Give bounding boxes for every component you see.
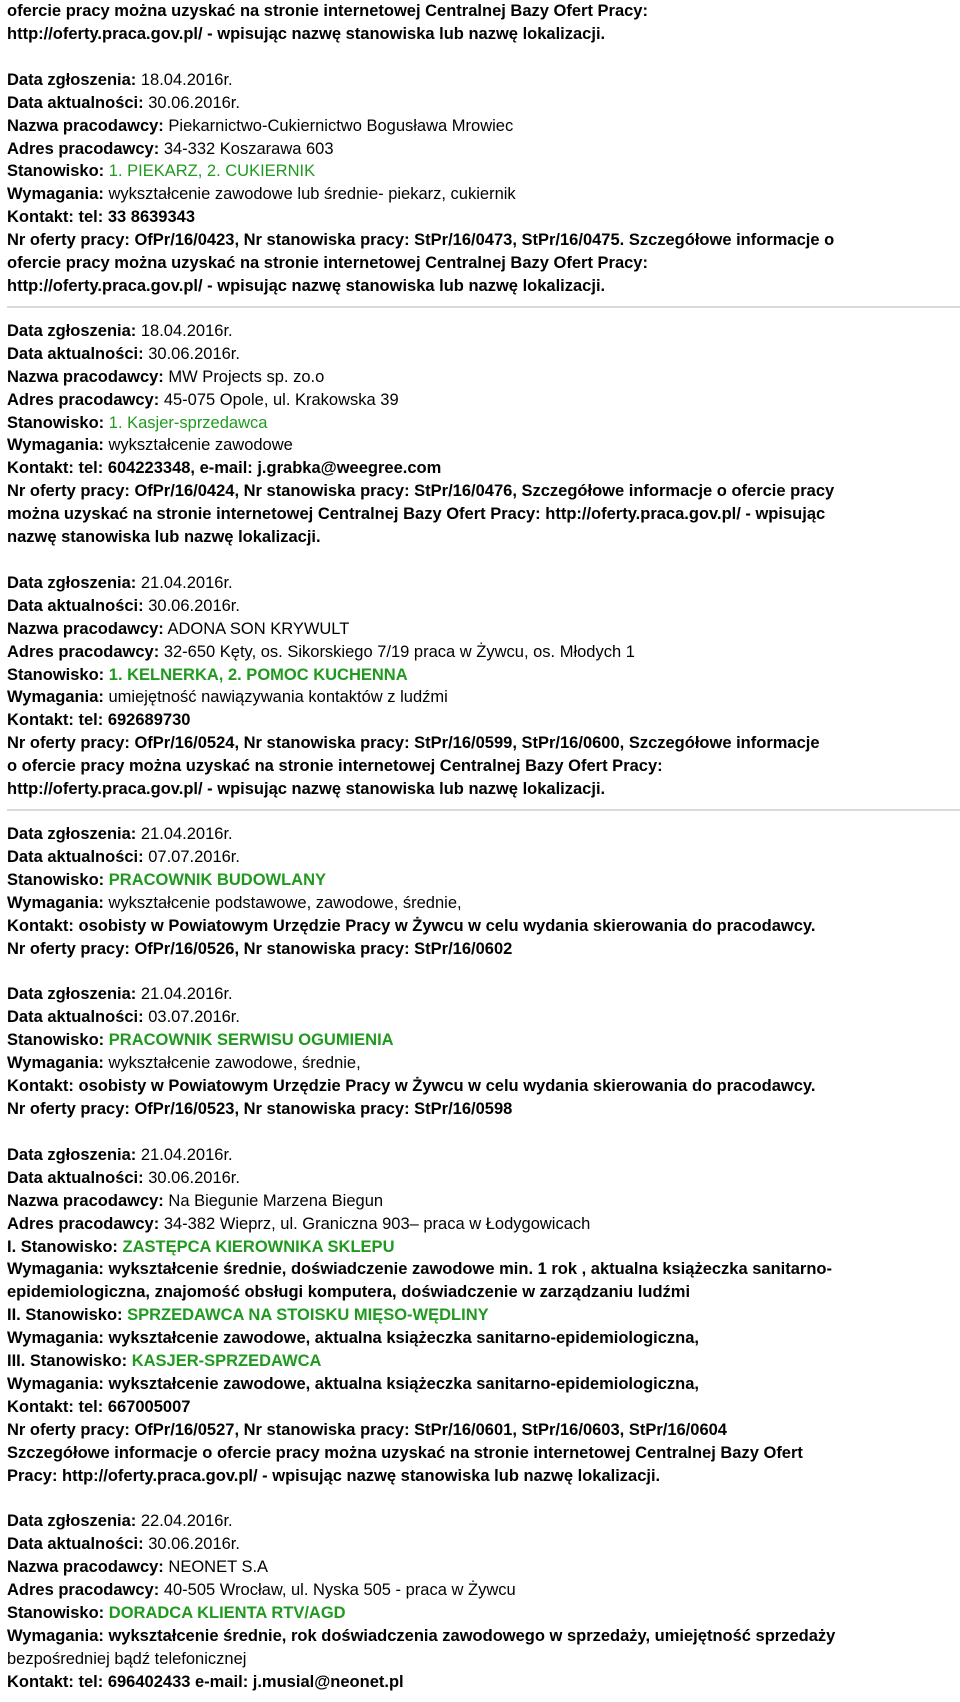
offer-link-line: http://oferty.praca.gov.pl/ - wpisując nazwę stanowiska lub nazwę lokalizacji. <box>7 276 606 295</box>
date-actual-label: Data aktualności: <box>7 847 144 866</box>
contact-line: Kontakt: tel: 604223348, e-mail: j.grabka@weegree.com <box>7 459 442 478</box>
requirements-label: Wymagania: <box>7 893 104 912</box>
requirements-1-line: Wymagania: wykształcenie średnie, doświadczenie zawodowe min. 1 rok , aktualna książeczka sanitarno- <box>7 1260 832 1279</box>
job-offer <box>7 572 953 801</box>
job-offer <box>7 983 953 1120</box>
offer-number-line: Nr oferty pracy: OfPr/16/0524, Nr stanowiska pracy: StPr/16/0599, StPr/16/0600, Szczegółowe informacje <box>7 734 820 753</box>
date-actual: 30.06.2016r. <box>148 596 240 615</box>
date-actual-label: Data aktualności: <box>7 1168 144 1187</box>
requirements-label: Wymagania: <box>7 185 104 204</box>
position-name: DORADCA KLIENTA RTV/AGD <box>108 1604 346 1623</box>
date-submitted: 18.04.2016r. <box>140 321 233 340</box>
position-2-label: II. Stanowisko: <box>7 1306 123 1325</box>
employer-name: MW Projects sp. zo.o <box>168 367 325 386</box>
employer-name: Piekarnictwo-Cukiernictwo Bogusława Mrowiec <box>168 116 514 135</box>
contact-line: Kontakt: osobisty w Powiatowym Urzędzie Pracy w Żywcu w celu wydania skierowania do pracodawcy. <box>7 916 816 935</box>
position-label: Stanowisko: <box>7 1031 105 1050</box>
position-label: Stanowisko: <box>7 870 105 889</box>
address-label: Adres pracodawcy: <box>7 642 160 661</box>
employer-label: Nazwa pracodawcy: <box>7 1558 164 1577</box>
offer-link-line: http://oferty.praca.gov.pl/ - wpisując nazwę stanowiska lub nazwę lokalizacji. <box>7 780 606 799</box>
offer-number-line: Nr oferty pracy: OfPr/16/0527, Nr stanowiska pracy: StPr/16/0601, StPr/16/0603, StPr/16/0604 <box>7 1420 727 1439</box>
date-submitted-label: Data zgłoszenia: <box>7 985 137 1004</box>
offer-details-line: o ofercie pracy można uzyskać na stronie internetowej Centralnej Bazy Ofert Pracy: <box>7 757 663 776</box>
date-submitted-label: Data zgłoszenia: <box>7 825 137 843</box>
requirements-2-line: Wymagania: wykształcenie zawodowe, aktualna książeczka sanitarno-epidemiologiczna, <box>7 1329 700 1348</box>
address-label: Adres pracodawcy: <box>7 1581 160 1600</box>
employer-address: 45-075 Opole, ul. Krakowska 39 <box>163 390 399 409</box>
top-continuation-line: ofercie pracy można uzyskać na stronie internetowej Centralnej Bazy Ofert Pracy: <box>7 2 648 20</box>
employer-address: 40-505 Wrocław, ul. Nyska 505 - praca w Żywcu <box>163 1581 516 1600</box>
position-1-name: ZASTĘPCA KIEROWNIKA SKLEPU <box>122 1237 395 1256</box>
contact-line: Kontakt: tel: 667005007 <box>7 1397 191 1416</box>
date-actual: 30.06.2016r. <box>148 1535 240 1554</box>
employer-label: Nazwa pracodawcy: <box>7 1191 164 1210</box>
requirements-label: Wymagania: <box>7 436 104 455</box>
offer-number-line: Nr oferty pracy: OfPr/16/0526, Nr stanowiska pracy: StPr/16/0602 <box>7 939 513 958</box>
requirements-text: wykształcenie podstawowe, zawodowe, średnie, <box>108 893 462 912</box>
date-submitted-label: Data zgłoszenia: <box>7 1145 137 1164</box>
requirements-text: wykształcenie zawodowe <box>108 436 293 455</box>
position-label: Stanowisko: <box>7 413 105 432</box>
position-3-label: III. Stanowisko: <box>7 1352 128 1371</box>
employer-address: 34-382 Wieprz, ul. Graniczna 903– praca w Łodygowicach <box>163 1214 591 1233</box>
position-name: 1. Kasjer-sprzedawca <box>108 413 268 432</box>
date-actual-label: Data aktualności: <box>7 1535 144 1554</box>
date-submitted-label: Data zgłoszenia: <box>7 1512 137 1531</box>
contact-line: Kontakt: tel: 696402433 e-mail: j.musial@neonet.pl <box>7 1672 404 1691</box>
requirements-line: Wymagania: wykształcenie średnie, rok doświadczenia zawodowego w sprzedaży, umiejętność sprzedaży <box>7 1627 836 1645</box>
contact-line: Kontakt: tel: 33 8639343 <box>7 208 196 227</box>
top-continuation-link: http://oferty.praca.gov.pl/ - wpisując nazwę stanowiska lub nazwę lokalizacji. <box>7 24 606 43</box>
job-offer <box>7 823 953 960</box>
offer-details-line: ofercie pracy można uzyskać na stronie internetowej Centralnej Bazy Ofert Pracy: <box>7 254 648 273</box>
employer-name: NEONET S.A <box>168 1558 269 1577</box>
employer-label: Nazwa pracodawcy: <box>7 619 164 638</box>
requirements-line-cont: bezpośredniej bądź telefonicznej <box>7 1649 247 1668</box>
address-label: Adres pracodawcy: <box>7 1214 160 1233</box>
offer-details-line: można uzyskać na stronie internetowej Centralnej Bazy Ofert Pracy: http://oferty.praca.gov.pl/ - wpisując <box>7 505 826 524</box>
contact-line: Kontakt: tel: 692689730 <box>7 711 191 730</box>
position-label: Stanowisko: <box>7 1604 105 1623</box>
offer-link-line: nazwę stanowiska lub nazwę lokalizacji. <box>7 528 321 547</box>
date-actual: 07.07.2016r. <box>148 847 240 866</box>
offer-divider <box>7 306 960 308</box>
date-submitted-label: Data zgłoszenia: <box>7 573 137 592</box>
employer-name: ADONA SON KRYWULT <box>167 619 350 638</box>
job-offer <box>7 320 953 549</box>
requirements-label: Wymagania: <box>7 688 104 707</box>
job-offer <box>7 69 953 298</box>
offer-divider <box>7 809 960 811</box>
position-1-label: I. Stanowisko: <box>7 1237 118 1256</box>
date-actual-label: Data aktualności: <box>7 93 144 112</box>
requirements-label: Wymagania: <box>7 1054 104 1073</box>
employer-name: Na Biegunie Marzena Biegun <box>168 1191 384 1210</box>
employer-address: 32-650 Kęty, os. Sikorskiego 7/19 praca w Żywcu, os. Młodych 1 <box>163 642 635 661</box>
date-submitted: 21.04.2016r. <box>140 1145 233 1164</box>
position-name: PRACOWNIK BUDOWLANY <box>108 870 327 889</box>
employer-label: Nazwa pracodawcy: <box>7 367 164 386</box>
employer-label: Nazwa pracodawcy: <box>7 116 164 135</box>
offer-number-line: Nr oferty pracy: OfPr/16/0424, Nr stanowiska pracy: StPr/16/0476, Szczegółowe informacje o ofercie pracy <box>7 482 835 501</box>
date-actual: 30.06.2016r. <box>148 1168 240 1187</box>
position-name: 1. PIEKARZ, 2. CUKIERNIK <box>108 162 316 181</box>
date-actual: 30.06.2016r. <box>148 93 240 112</box>
address-label: Adres pracodawcy: <box>7 390 160 409</box>
position-3-name: KASJER-SPRZEDAWCA <box>131 1352 322 1371</box>
employer-address: 34-332 Koszarawa 603 <box>163 139 334 158</box>
date-submitted: 22.04.2016r. <box>140 1512 233 1531</box>
position-name: PRACOWNIK SERWISU OGUMIENIA <box>108 1031 394 1050</box>
requirements-text: wykształcenie zawodowe lub średnie- piekarz, cukiernik <box>108 185 516 204</box>
offer-number-line: Nr oferty pracy: OfPr/16/0523, Nr stanowiska pracy: StPr/16/0598 <box>7 1099 513 1118</box>
offer-details-line: Szczegółowe informacje o ofercie pracy można uzyskać na stronie internetowej Centralnej Bazy Ofert <box>7 1443 803 1462</box>
offer-number-line: Nr oferty pracy: OfPr/16/0423, Nr stanowiska pracy: StPr/16/0473, StPr/16/0475. Szczegółowe informacje o <box>7 231 835 250</box>
contact-line: Kontakt: osobisty w Powiatowym Urzędzie Pracy w Żywcu w celu wydania skierowania do pracodawcy. <box>7 1077 816 1096</box>
position-name: 1. KELNERKA, 2. POMOC KUCHENNA <box>108 665 408 684</box>
job-offer <box>7 1510 953 1693</box>
date-actual-label: Data aktualności: <box>7 344 144 363</box>
offer-link-line: Pracy: http://oferty.praca.gov.pl/ - wpisując nazwę stanowiska lub nazwę lokalizacji. <box>7 1466 661 1485</box>
date-submitted-label: Data zgłoszenia: <box>7 70 137 89</box>
position-label: Stanowisko: <box>7 162 105 181</box>
requirements-3-line: Wymagania: wykształcenie zawodowe, aktualna książeczka sanitarno-epidemiologiczna, <box>7 1374 700 1393</box>
date-actual-label: Data aktualności: <box>7 1008 144 1027</box>
date-submitted: 21.04.2016r. <box>140 825 233 843</box>
date-actual: 30.06.2016r. <box>148 344 240 363</box>
requirements-text: wykształcenie zawodowe, średnie, <box>108 1054 361 1073</box>
requirements-1-line-cont: epidemiologiczna, znajomość obsługi komputera, doświadczenie w zarządzaniu ludźmi <box>7 1283 691 1302</box>
date-submitted-label: Data zgłoszenia: <box>7 321 137 340</box>
position-label: Stanowisko: <box>7 665 105 684</box>
date-actual-label: Data aktualności: <box>7 596 144 615</box>
address-label: Adres pracodawcy: <box>7 139 160 158</box>
position-2-name: SPRZEDAWCA NA STOISKU MIĘSO-WĘDLINY <box>127 1306 489 1325</box>
date-submitted: 21.04.2016r. <box>140 573 233 592</box>
date-submitted: 21.04.2016r. <box>140 985 233 1004</box>
requirements-text: umiejętność nawiązywania kontaktów z ludźmi <box>108 688 448 707</box>
date-actual: 03.07.2016r. <box>148 1008 240 1027</box>
date-submitted: 18.04.2016r. <box>140 70 233 89</box>
job-offer <box>7 1144 953 1488</box>
